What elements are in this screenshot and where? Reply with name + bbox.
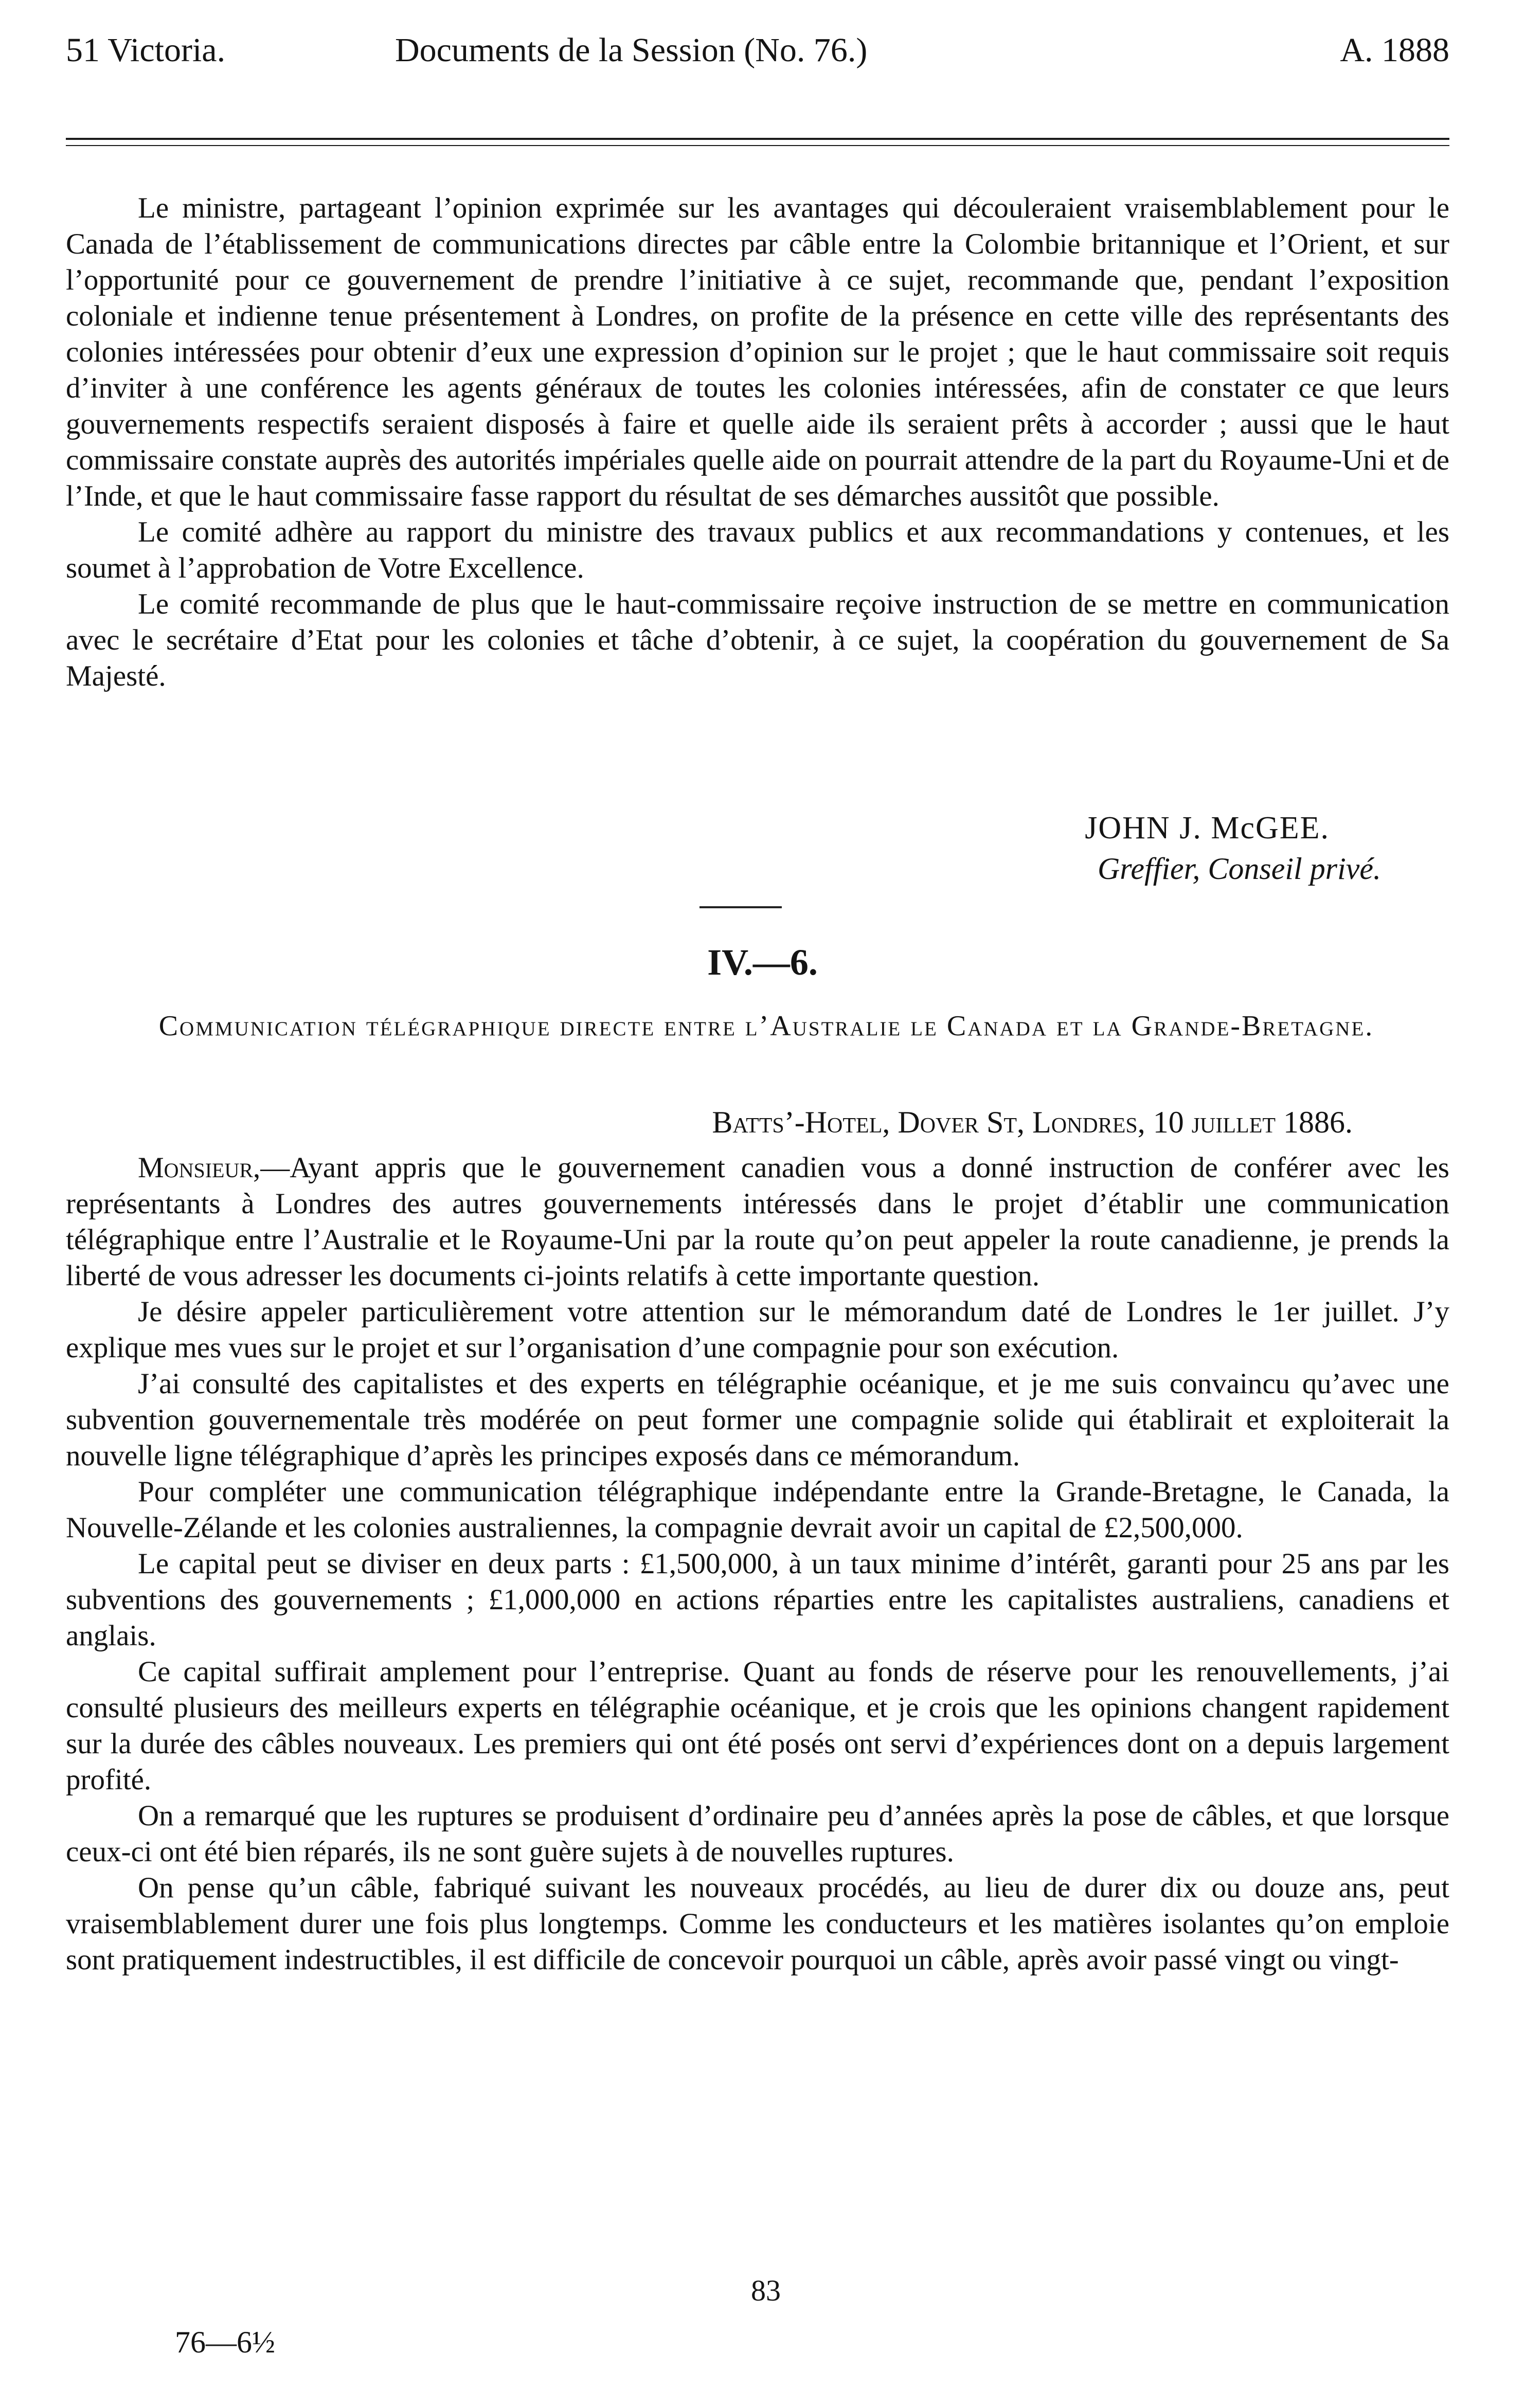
signature-name: JOHN J. McGEE.	[1085, 811, 1330, 846]
letter-salutation: Monsieur,	[138, 1152, 261, 1184]
paragraph: On pense qu’un câble, fabriqué suivant les nouveaux procédés, au lieu de durer dix ou douze ans, peut vraisemblablement durer une fois plus longtemps. Comme les conducteurs et les matières isolantes qu’on emploie sont pratiquement indestructibles, il est difficile de concevoir pourquoi un câble, après avoir passé vingt ou vingt-	[66, 1872, 1449, 1976]
page-number: 83	[751, 2274, 781, 2307]
paragraph: J’ai consulté des capitalistes et des experts en télégraphie océanique, et je me suis convaincu qu’avec une subvention gouvernementale très modérée on peut former une compagnie solide qui établirait et exploiterait la nouvelle ligne télégraphique d’après les principes exposés dans ce mémorandum.	[66, 1368, 1449, 1472]
header-year: A. 1888	[1340, 31, 1449, 69]
paragraph	[66, 1150, 1449, 1294]
section-number: IV.—6.	[707, 942, 818, 983]
page-header	[66, 31, 1449, 87]
signature-title: Greffier, Conseil privé.	[1097, 852, 1381, 886]
paragraph: Le capital peut se diviser en deux parts : £1,500,000, à un taux minime d’intérêt, garanti pour 25 ans par les subventions des gouvernements ; £1,000,000 en actions réparties entre les capitalistes australiens, canadiens et anglais.	[66, 1548, 1449, 1652]
paragraph: Je désire appeler particulièrement votre attention sur le mémorandum daté de Londres le 1er juillet. J’y explique mes vues sur le projet et sur l’organisation d’une compagnie pour son exécution.	[66, 1296, 1449, 1364]
section-divider	[699, 906, 782, 908]
letter-body	[66, 1150, 1449, 1978]
section-title: Communication télégraphique directe entre l’Australie le Canada et la Grande-Bretagne.	[158, 1010, 1374, 1042]
document-reference: 76—6½	[175, 2325, 275, 2359]
paragraph: Ce capital suffirait amplement pour l’entreprise. Quant au fonds de réserve pour les renouvellements, j’ai consulté plusieurs des meilleurs experts en télégraphie océanique, et je crois que les opinions changent rapidement sur la durée des câbles nouveaux. Les premiers qui ont été posés ont servi d’expériences dont on a depuis largement profité.	[66, 1656, 1449, 1796]
paragraph: Le comité recommande de plus que le haut-commissaire reçoive instruction de se mettre en communication avec le secrétaire d’Etat pour les colonies et tâche d’obtenir, à ce sujet, la coopération du gouvernement de Sa Majesté.	[66, 588, 1449, 692]
paragraph: Pour compléter une communication télégraphique indépendante entre la Grande-Bretagne, le Canada, la Nouvelle-Zélande et les colonies australiennes, la compagnie devrait avoir un capital de £2,500,000.	[66, 1476, 1449, 1544]
header-rule-bottom	[66, 145, 1449, 146]
letter-dateline: Batts’-Hotel, Dover St, Londres, 10 juillet 1886.	[712, 1105, 1353, 1139]
header-document-title: Documents de la Session (No. 76.)	[395, 31, 868, 69]
paragraph: Le ministre, partageant l’opinion exprimée sur les avantages qui découleraient vraisemblablement pour le Canada de l’établissement de communications directes par câble entre la Colombie britannique et l’Orient, et sur l’opportunité pour ce gouvernement de prendre l’initiative à ce sujet, recommande que, pendant l’exposition coloniale et indienne tenue présentement à Londres, on profite de la présence en cette ville des représentants des colonies intéressées pour obtenir d’eux une expression d’opinion sur le projet ; que le haut commissaire soit requis d’inviter à une conférence les agents généraux de toutes les colonies intéressées, afin de constater ce que leurs gouvernements respectifs seraient disposés à faire et quelle aide ils seraient prêts à accorder ; aussi que le haut commissaire constate auprès des autorités impériales quelle aide on pourrait attendre de la part du Royaume-Uni et de l’Inde, et que le haut commissaire fasse rapport du résultat de ses démarches aussitôt que possible.	[66, 192, 1449, 512]
first-paragraph-text: —Ayant appris que le gouvernement canadien vous a donné instruction de conférer avec les représentants à Londres des autres gouvernements intéressés dans le projet d’établir une communication télégraphique entre l’Australie et le Royaume-Uni par la route qu’on peut appeler la route canadienne, je prends la liberté de vous adresser les documents ci-joints relatifs à cette importante question.	[66, 1152, 1449, 1292]
header-session-year: 51 Victoria.	[66, 31, 226, 69]
paragraph: Le comité adhère au rapport du ministre des travaux publics et aux recommandations y contenues, et les soumet à l’approbation de Votre Excellence.	[66, 516, 1449, 584]
header-rule-top	[66, 138, 1449, 140]
council-report-text	[66, 190, 1449, 694]
paragraph: On a remarqué que les ruptures se produisent d’ordinaire peu d’années après la pose de câbles, et que lorsque ceux-ci ont été bien réparés, ils ne sont guère sujets à de nouvelles ruptures.	[66, 1800, 1449, 1868]
